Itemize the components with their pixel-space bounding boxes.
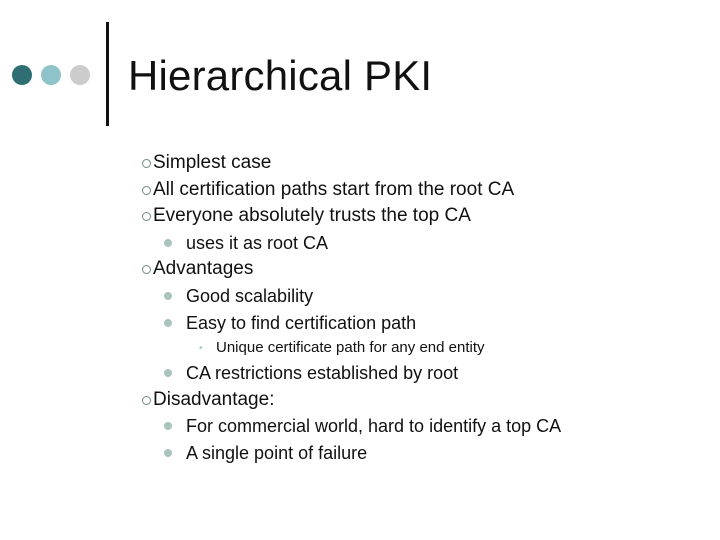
bullet-text: For commercial world, hard to identify a top CA — [186, 416, 562, 436]
filled-bullet-icon — [164, 239, 172, 247]
hollow-bullet-icon — [142, 396, 151, 405]
bullet-text: Everyone absolutely trusts the top CA — [153, 205, 471, 226]
hollow-bullet-icon — [142, 212, 151, 221]
bullet-text: Easy to find certification path — [186, 313, 417, 333]
bullet-text: CA restrictions established by root — [186, 363, 459, 383]
filled-bullet-icon — [164, 449, 172, 457]
sub-bullet-ca-restrictions — [186, 362, 458, 384]
bullet-text: uses it as root CA — [186, 233, 329, 253]
hollow-bullet-icon — [142, 265, 151, 274]
sub-bullet-find-path — [186, 312, 416, 334]
bullet-root-ca-paths — [153, 179, 514, 201]
filled-bullet-icon — [164, 319, 172, 327]
bullet-disadvantage — [153, 389, 274, 411]
filled-bullet-icon — [164, 422, 172, 430]
bullet-text: All certification paths start from the root CA — [153, 179, 515, 200]
filled-bullet-icon — [164, 369, 172, 377]
bullet-text: Disadvantage: — [153, 389, 275, 410]
sub-bullet-commercial-world — [186, 415, 561, 437]
bullet-trust-top-ca — [153, 205, 471, 227]
bullet-text: Unique certificate path for any end entity — [216, 339, 485, 356]
bullet-text: Good scalability — [186, 286, 314, 306]
bullet-text: Advantages — [153, 258, 254, 279]
sub-bullet-scalability — [186, 285, 313, 307]
bullet-text: A single point of failure — [186, 443, 368, 463]
small-bullet-icon: • — [199, 343, 203, 354]
slide-title: Hierarchical PKI — [128, 52, 433, 99]
hollow-bullet-icon — [142, 159, 151, 168]
bullet-simplest-case — [153, 152, 271, 174]
filled-bullet-icon — [164, 292, 172, 300]
sub-bullet-root-ca — [186, 232, 328, 254]
sub-sub-bullet-unique-path — [199, 339, 485, 357]
bullet-advantages — [153, 258, 253, 280]
bullet-text: Simplest case — [153, 152, 272, 173]
sub-bullet-single-point — [186, 442, 367, 464]
hollow-bullet-icon — [142, 186, 151, 195]
